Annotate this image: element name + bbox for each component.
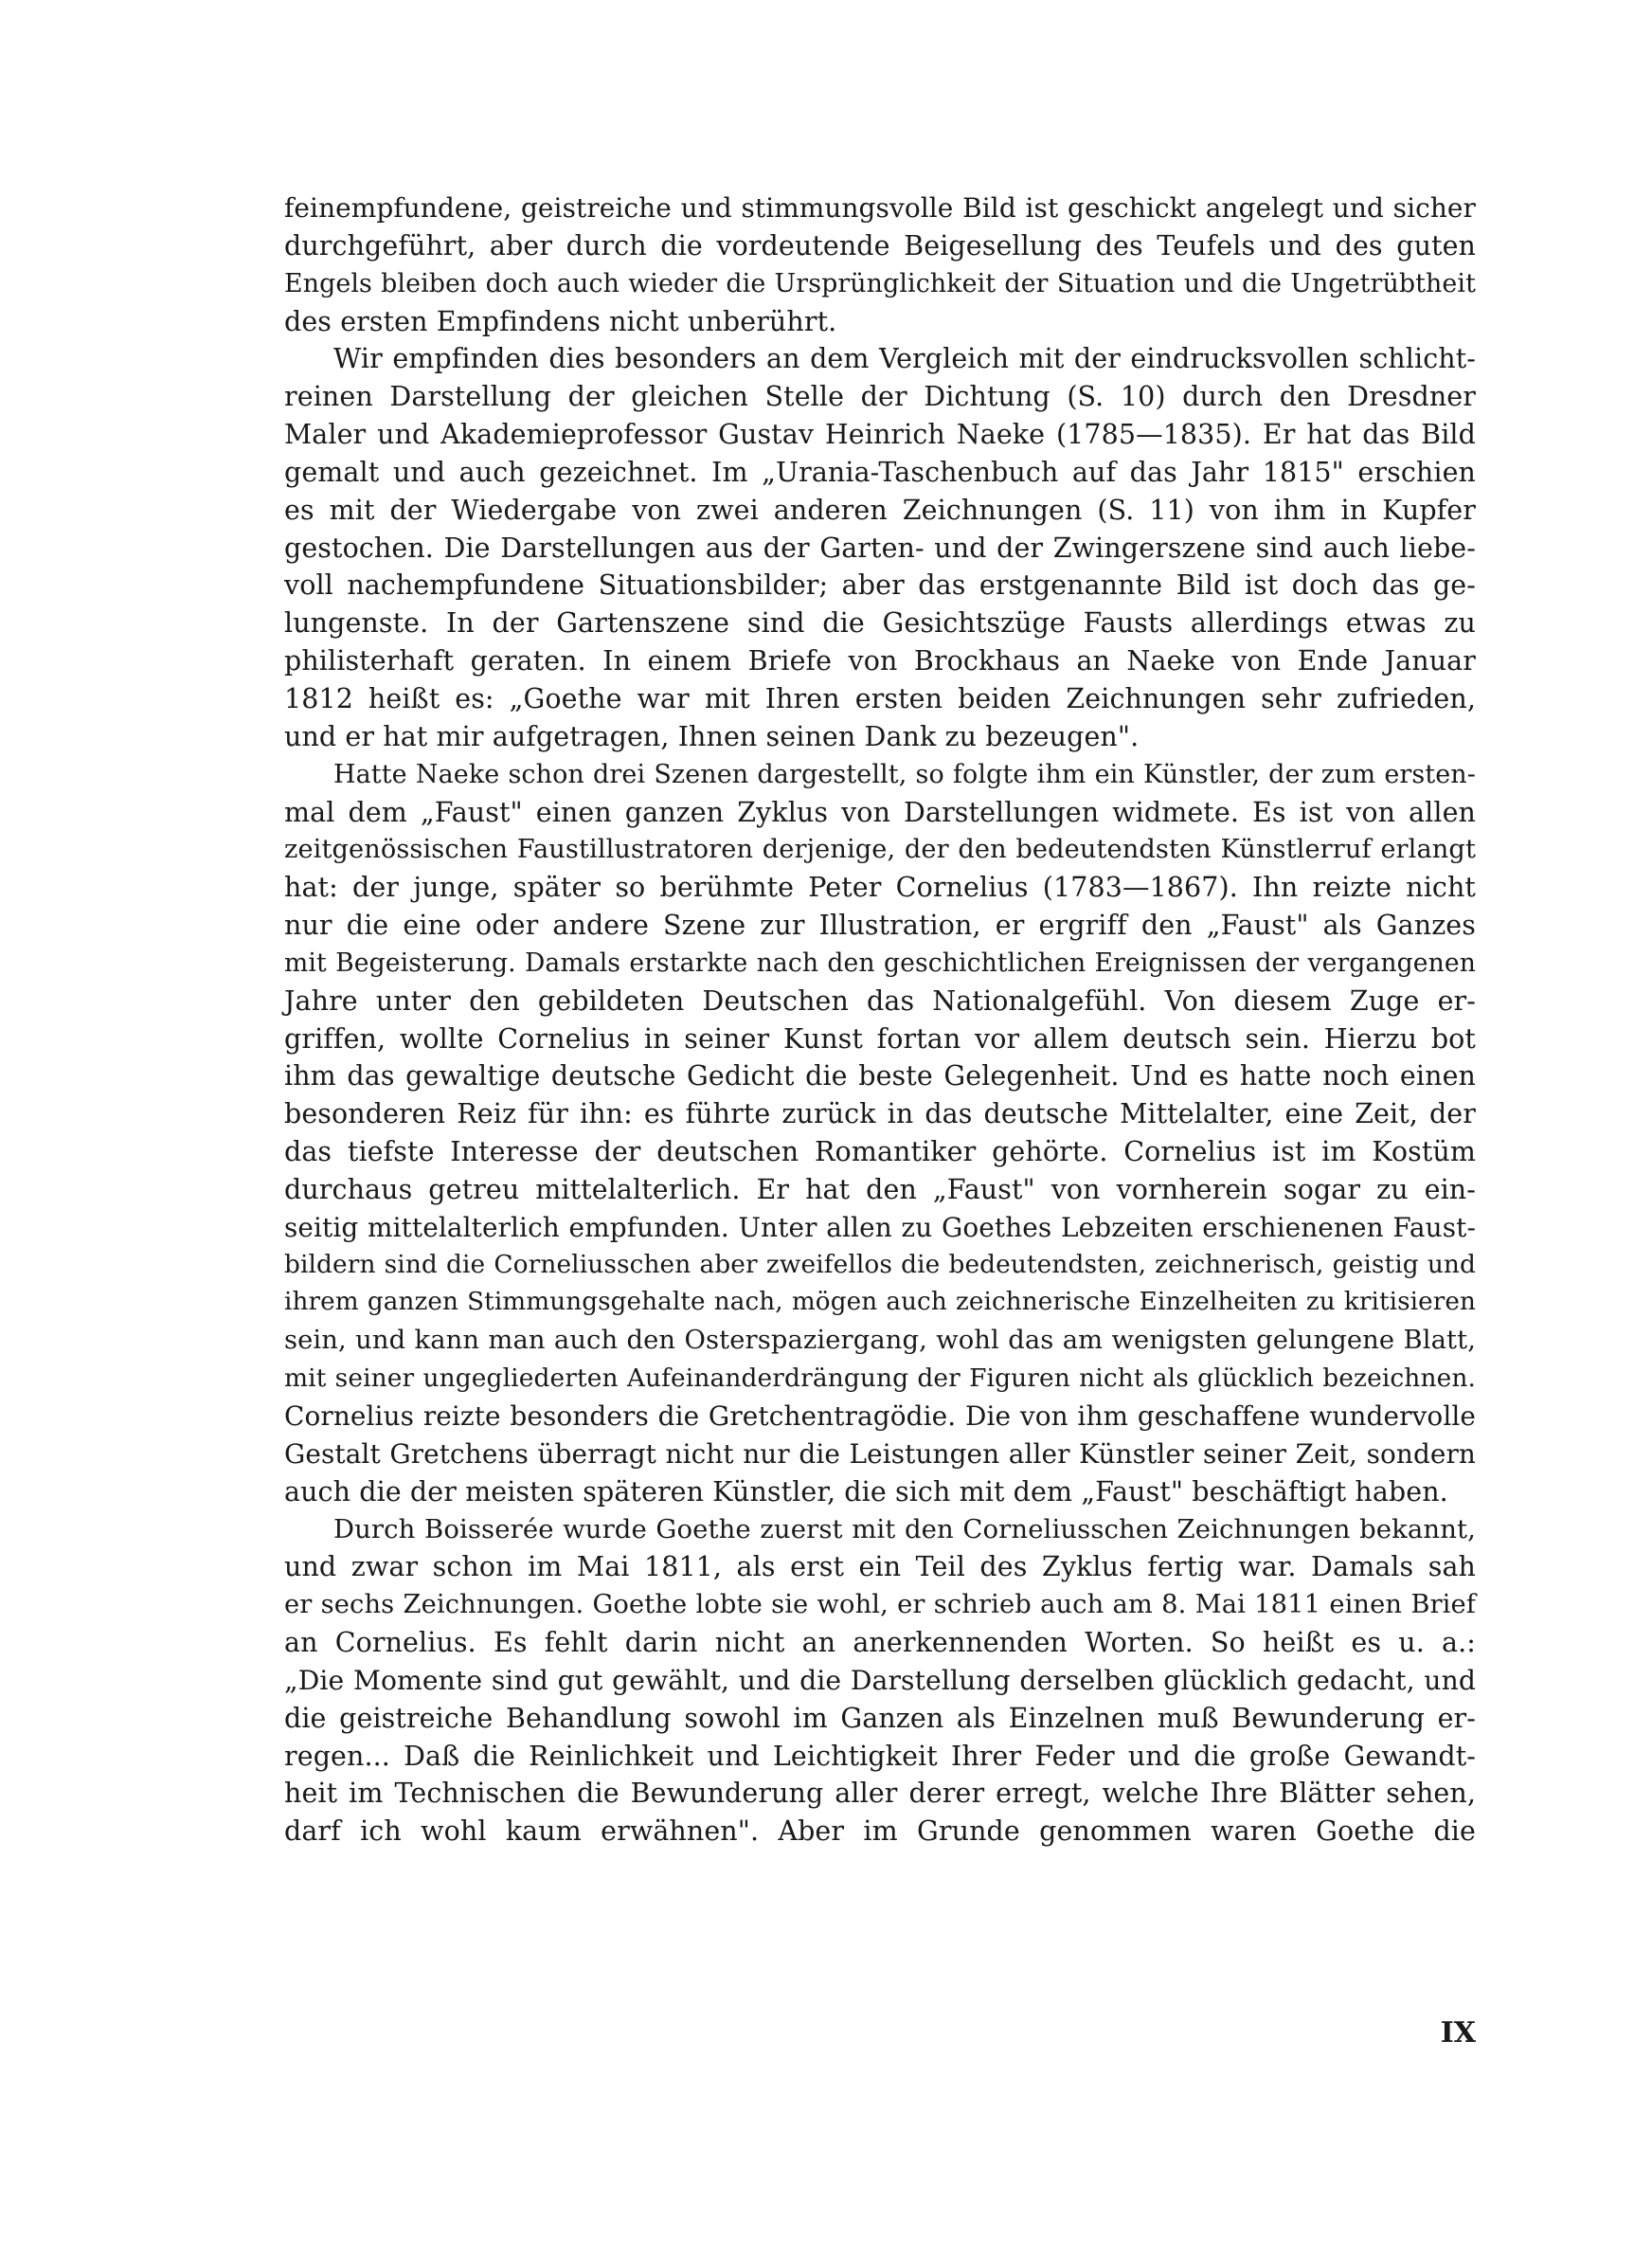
text-line: philisterhaft geraten. In einem Briefe von Brockhaus an Naeke von Ende Januar: [284, 645, 1476, 677]
text-line: mit Begeisterung. Damals erstarkte nach den geschichtlichen Ereignissen der vergangenen: [284, 948, 1476, 978]
body-text: [284, 190, 1476, 1851]
page-number: IX: [1440, 2016, 1476, 2049]
text-line: ihrem ganzen Stimmungsgehalte nach, mögen auch zeichnerische Einzelheiten zu kritisieren: [284, 1288, 1476, 1317]
text-line: nur die eine oder andere Szene zur Illustration, er ergriff den „Faust" als Ganzes: [284, 910, 1476, 942]
text-line: regen... Daß die Reinlichkeit und Leichtigkeit Ihrer Feder und die große Gewandt-: [284, 1740, 1476, 1772]
text-line: darf ich wohl kaum erwähnen". Aber im Grunde genommen waren Goethe die: [284, 1815, 1476, 1848]
text-line: lungenste. In der Gartenszene sind die Gesichtszüge Fausts allerdings etwas zu: [284, 607, 1476, 640]
paragraph: [284, 340, 1476, 755]
text-line: durchaus getreu mittelalterlich. Er hat den „Faust" von vornherein sogar zu ein-: [284, 1173, 1476, 1205]
text-line: er sechs Zeichnungen. Goethe lobte sie wohl, er schrieb auch am 8. Mai 1811 einen Brief: [284, 1590, 1476, 1620]
text-line: Engels bleiben doch auch wieder die Ursprünglichkeit der Situation und die Ungetrübtheit: [284, 268, 1476, 298]
text-line: heit im Technischen die Bewunderung aller derer erregt, welche Ihre Blätter sehen,: [284, 1778, 1476, 1810]
text-line: des ersten Empfindens nicht unberührt.: [284, 305, 837, 337]
text-line: gemalt und auch gezeichnet. Im „Urania-Taschenbuch auf das Jahr 1815" erschien: [284, 456, 1476, 488]
paragraph: [284, 756, 1476, 1511]
text-line: Gestalt Gretchens überragt nicht nur die Leistungen aller Künstler seiner Zeit, sondern: [284, 1437, 1476, 1470]
text-line: Durch Boisserée wurde Goethe zuerst mit den Corneliusschen Zeichnungen bekannt,: [333, 1513, 1476, 1544]
text-line: mal dem „Faust" einen ganzen Zyklus von Darstellungen widmete. Es ist von allen: [284, 796, 1476, 828]
text-line: Maler und Akademieprofessor Gustav Heinrich Naeke (1785—1835). Er hat das Bild: [284, 419, 1476, 451]
text-line: feinempfundene, geistreiche und stimmungsvolle Bild ist geschickt angelegt und sicher: [284, 192, 1476, 224]
text-line: „Die Momente sind gut gewählt, und die Darstellung derselben glücklich gedacht, und: [284, 1664, 1476, 1696]
text-line: und er hat mir aufgetragen, Ihnen seinen Dank zu bezeugen".: [284, 720, 1140, 752]
text-line: 1812 heißt es: „Goethe war mit Ihren ersten beiden Zeichnungen sehr zufrieden,: [284, 682, 1476, 714]
text-line: das tiefste Interesse der deutschen Romantiker gehörte. Cornelius ist im Kostüm: [284, 1136, 1476, 1168]
paragraph: [284, 1511, 1476, 1851]
text-line: Jahre unter den gebildeten Deutschen das Nationalgefühl. Von diesem Zuge er-: [284, 984, 1476, 1017]
text-line: bildern sind die Corneliusschen aber zweifellos die bedeutendsten, zeichnerisch, geistig und: [284, 1250, 1476, 1279]
text-line: sein, und kann man auch den Osterspaziergang, wohl das am wenigsten gelungene Blatt,: [284, 1326, 1476, 1356]
text-line: durchgeführt, aber durch die vordeutende Beigesellung des Teufels und des guten: [284, 229, 1476, 262]
text-line: auch die der meisten späteren Künstler, die sich mit dem „Faust" beschäftigt haben.: [284, 1475, 1448, 1508]
text-line: und zwar schon im Mai 1811, als erst ein Teil des Zyklus fertig war. Damals sah: [284, 1551, 1476, 1583]
text-line: seitig mittelalterlich empfunden. Unter allen zu Goethes Lebzeiten erschienenen Faust-: [284, 1211, 1476, 1243]
paragraph: [284, 190, 1476, 340]
text-line: voll nachempfundene Situationsbilder; aber das erstgenannte Bild ist doch das ge-: [284, 569, 1476, 602]
text-line: an Cornelius. Es fehlt darin nicht an anerkennenden Worten. So heißt es u. a.:: [284, 1627, 1476, 1659]
text-line: griffen, wollte Cornelius in seiner Kunst fortan vor allem deutsch sein. Hierzu bot: [284, 1022, 1476, 1055]
text-line: die geistreiche Behandlung sowohl im Ganzen als Einzelnen muß Bewunderung er-: [284, 1702, 1476, 1734]
text-line: gestochen. Die Darstellungen aus der Garten- und der Zwingerszene sind auch liebe-: [284, 532, 1476, 564]
text-line: Hatte Naeke schon drei Szenen dargestellt, so folgte ihm ein Künstler, der zum ersten-: [333, 759, 1476, 789]
text-line: mit seiner ungegliederten Aufeinanderdrängung der Figuren nicht als glücklich bezeichnen.: [284, 1363, 1476, 1394]
text-line: es mit der Wiedergabe von zwei anderen Zeichnungen (S. 11) von ihm in Kupfer: [284, 494, 1476, 526]
text-line: Wir empfinden dies besonders an dem Vergleich mit der eindrucksvollen schlicht-: [333, 343, 1476, 375]
text-line: zeitgenössischen Faustillustratoren derjenige, der den bedeutendsten Künstlerruf erlangt: [284, 835, 1476, 865]
text-line: besonderen Reiz für ihn: es führte zurück in das deutsche Mittelalter, eine Zeit, der: [284, 1098, 1476, 1130]
text-line: ihm das gewaltige deutsche Gedicht die beste Gelegenheit. Und es hatte noch einen: [284, 1060, 1476, 1092]
text-line: reinen Darstellung der gleichen Stelle der Dichtung (S. 10) durch den Dresdner: [284, 381, 1476, 413]
text-line: hat: der junge, später so berühmte Peter Cornelius (1783—1867). Ihn reizte nicht: [284, 872, 1476, 904]
text-line: Cornelius reizte besonders die Gretchentragödie. Die von ihm geschaffene wundervolle: [284, 1400, 1476, 1432]
